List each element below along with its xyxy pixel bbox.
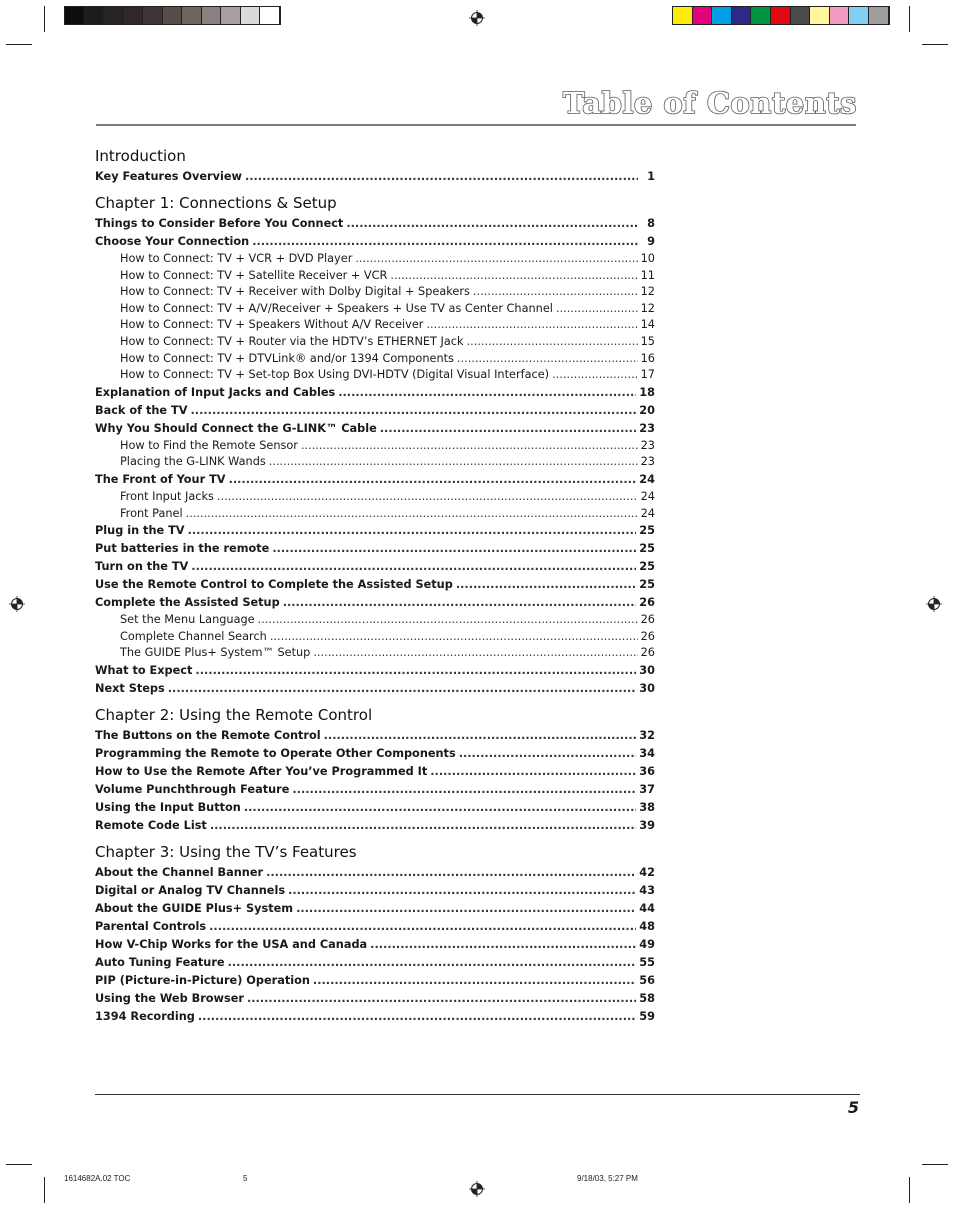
toc-entry-label: Programming the Remote to Operate Other Components: [95, 746, 456, 760]
dot-leader: [457, 351, 638, 368]
process-color-bar: [672, 6, 890, 25]
toc-entry-page: 24: [640, 506, 655, 520]
toc-entry-label: Why You Should Connect the G-LINK™ Cable: [95, 421, 377, 435]
toc-entry-label: Set the Menu Language: [120, 613, 255, 627]
toc-entry[interactable]: [95, 558, 655, 576]
toc-entry-list: [95, 168, 655, 186]
color-swatch: [830, 7, 850, 24]
toc-entry-label: PIP (Picture-in-Picture) Operation: [95, 973, 310, 987]
toc-entry-label: The Buttons on the Remote Control: [95, 728, 321, 742]
dot-leader: [195, 662, 636, 680]
toc-entry-page: 26: [640, 629, 655, 643]
toc-entry-page: 23: [640, 438, 655, 452]
toc-entry[interactable]: [95, 799, 655, 817]
dot-leader: [186, 506, 638, 523]
toc-entry-page: 42: [639, 865, 655, 879]
dot-leader: [370, 936, 636, 954]
toc-entry[interactable]: [95, 900, 655, 918]
table-of-contents: [95, 146, 655, 1026]
toc-entry-page: 26: [639, 596, 655, 610]
toc-entry-label: Use the Remote Control to Complete the Assisted Setup: [95, 578, 453, 592]
toc-entry-page: 38: [639, 800, 655, 814]
toc-entry[interactable]: [95, 233, 655, 251]
toc-subentry[interactable]: [95, 612, 655, 629]
toc-entry-label: The Front of Your TV: [95, 472, 226, 486]
dot-leader: [473, 284, 638, 301]
toc-entry-list: [95, 864, 655, 1026]
toc-entry-label: Plug in the TV: [95, 524, 185, 538]
dot-leader: [346, 215, 638, 233]
dot-leader: [252, 233, 638, 251]
toc-entry[interactable]: [95, 420, 655, 438]
toc-entry-label: Put batteries in the remote: [95, 542, 270, 556]
dot-leader: [283, 594, 637, 612]
toc-entry-page: 16: [640, 351, 655, 365]
toc-entry-page: 36: [639, 764, 655, 778]
dot-leader: [324, 727, 637, 745]
toc-entry-page: 55: [639, 955, 655, 969]
dot-leader: [168, 680, 637, 698]
toc-entry-page: 23: [639, 421, 655, 435]
toc-entry[interactable]: [95, 936, 655, 954]
toc-subentry[interactable]: [95, 334, 655, 351]
color-swatch: [732, 7, 752, 24]
crop-mark: [44, 1177, 45, 1203]
toc-entry[interactable]: [95, 817, 655, 835]
toc-entry-page: 56: [639, 973, 655, 987]
page-title: Table of Contents: [562, 86, 857, 120]
color-swatch: [849, 7, 869, 24]
dot-leader: [191, 558, 636, 576]
toc-entry-page: 34: [639, 746, 655, 760]
toc-entry[interactable]: [95, 990, 655, 1008]
toc-entry-label: Placing the G-LINK Wands: [120, 455, 266, 469]
color-swatch: [791, 7, 811, 24]
toc-entry-page: 14: [640, 318, 655, 332]
section-heading: Introduction: [95, 147, 186, 165]
dot-leader: [459, 745, 637, 763]
crop-mark: [909, 1177, 910, 1203]
toc-entry-label: Choose Your Connection: [95, 235, 250, 248]
dot-leader: [355, 251, 637, 268]
title-rule: [96, 124, 856, 126]
toc-entry-page: 17: [640, 368, 655, 382]
dot-leader: [228, 954, 637, 972]
toc-subentry[interactable]: [95, 317, 655, 334]
toc-entry-page: 58: [639, 991, 655, 1005]
toc-entry-label: How to Connect: TV + Set-top Box Using DVI-HDTV (Digital Visual Interface): [120, 368, 550, 382]
toc-entry-label: Turn on the TV: [95, 560, 189, 574]
dot-leader: [292, 781, 636, 799]
toc-entry-page: 24: [640, 489, 655, 503]
toc-entry-page: 48: [639, 919, 655, 933]
toc-entry-page: 26: [640, 613, 655, 627]
toc-entry[interactable]: [95, 727, 655, 745]
toc-entry-label: How to Connect: TV + VCR + DVD Player: [120, 252, 353, 265]
toc-entry-label: How to Connect: TV + Speakers Without A/V Receiver: [120, 318, 424, 332]
toc-entry[interactable]: [95, 1008, 655, 1026]
toc-entry-page: 44: [639, 901, 655, 915]
dot-leader: [270, 629, 638, 646]
dot-leader: [430, 763, 636, 781]
toc-entry[interactable]: [95, 763, 655, 781]
registration-target-icon: [469, 10, 485, 26]
dot-leader: [301, 438, 638, 455]
toc-entry-label: How to Connect: TV + Satellite Receiver + VCR: [120, 268, 388, 282]
color-swatch: [85, 7, 105, 24]
toc-entry-page: 12: [640, 301, 655, 315]
dot-leader: [556, 301, 638, 318]
dot-leader: [390, 268, 637, 285]
toc-entry-label: How to Find the Remote Sensor: [120, 438, 298, 452]
crop-mark: [44, 6, 45, 32]
toc-entry-label: Parental Controls: [95, 919, 207, 933]
color-swatch: [712, 7, 732, 24]
toc-entry-page: 37: [639, 782, 655, 796]
color-swatch: [202, 7, 222, 24]
toc-entry-page: 23: [640, 455, 655, 469]
dot-leader: [272, 540, 636, 558]
section-heading: Chapter 1: Connections & Setup: [95, 194, 337, 212]
toc-entry-label: How V-Chip Works for the USA and Canada: [95, 937, 368, 951]
dot-leader: [456, 576, 636, 594]
toc-entry-label: Front Panel: [120, 506, 183, 520]
color-swatch: [241, 7, 261, 24]
color-swatch: [104, 7, 124, 24]
color-swatch: [771, 7, 791, 24]
toc-entry-page: 25: [639, 578, 655, 592]
color-swatch: [260, 7, 280, 24]
toc-subentry[interactable]: [95, 438, 655, 455]
toc-entry-list: [95, 727, 655, 835]
toc-entry-label: About the Channel Banner: [95, 865, 264, 879]
toc-entry-page: 25: [639, 524, 655, 538]
toc-subentry[interactable]: [95, 284, 655, 301]
toc-entry-page: 12: [640, 285, 655, 299]
toc-entry[interactable]: [95, 384, 655, 402]
dot-leader: [247, 990, 636, 1008]
toc-entry-page: 11: [640, 268, 655, 282]
toc-entry-label: Next Steps: [95, 681, 165, 695]
dot-leader: [210, 817, 636, 835]
toc-entry[interactable]: [95, 864, 655, 882]
toc-subentry[interactable]: [95, 251, 655, 268]
registration-target-icon: [9, 596, 25, 612]
toc-entry-label: How to Connect: TV + DTVLink® and/or 1394 Components: [120, 351, 454, 365]
toc-subentry[interactable]: [95, 454, 655, 471]
toc-entry-label: What to Expect: [95, 663, 193, 677]
dot-leader: [288, 882, 636, 900]
dot-leader: [245, 168, 638, 186]
dot-leader: [467, 334, 638, 351]
dot-leader: [217, 489, 638, 506]
dot-leader: [269, 454, 638, 471]
toc-entry-label: Things to Consider Before You Connect: [95, 217, 344, 230]
toc-entry-page: 10: [640, 252, 655, 265]
toc-subentry[interactable]: [95, 367, 655, 384]
toc-subentry[interactable]: [95, 301, 655, 318]
color-swatch: [65, 7, 85, 24]
dot-leader: [258, 612, 638, 629]
toc-entry-label: Digital or Analog TV Channels: [95, 883, 286, 897]
toc-entry-page: 25: [639, 542, 655, 556]
toc-entry[interactable]: [95, 745, 655, 763]
crop-mark: [6, 44, 32, 45]
color-swatch: [869, 7, 889, 24]
color-swatch: [810, 7, 830, 24]
toc-entry[interactable]: [95, 402, 655, 420]
toc-entry-label: Front Input Jacks: [120, 489, 214, 503]
registration-target-icon: [926, 596, 942, 612]
toc-entry-label: 1394 Recording: [95, 1009, 195, 1023]
toc-entry-page: 39: [639, 818, 655, 832]
toc-entry-label: Auto Tuning Feature: [95, 955, 225, 969]
dot-leader: [338, 384, 636, 402]
toc-subentry[interactable]: [95, 489, 655, 506]
toc-entry[interactable]: [95, 680, 655, 698]
dot-leader: [190, 402, 636, 420]
toc-subentry[interactable]: [95, 629, 655, 646]
toc-entry-label: Complete the Assisted Setup: [95, 596, 280, 610]
toc-entry[interactable]: [95, 540, 655, 558]
color-swatch: [182, 7, 202, 24]
dot-leader: [296, 900, 636, 918]
section-heading: Chapter 2: Using the Remote Control: [95, 705, 373, 724]
toc-entry-label: Back of the TV: [95, 403, 188, 417]
crop-mark: [922, 1164, 948, 1165]
slug-file-name: 1614682A.02 TOC: [64, 1174, 131, 1183]
toc-entry-page: 1: [647, 170, 655, 183]
toc-entry-page: 49: [639, 937, 655, 951]
dot-leader: [266, 864, 636, 882]
toc-entry-page: 25: [639, 560, 655, 574]
registration-target-icon: [469, 1181, 485, 1197]
dot-leader: [209, 918, 636, 936]
toc-subentry[interactable]: [95, 645, 655, 662]
toc-entry[interactable]: [95, 522, 655, 540]
toc-entry-page: 43: [639, 883, 655, 897]
color-swatch: [221, 7, 241, 24]
slug-date-time: 9/18/03, 5:27 PM: [577, 1174, 638, 1183]
color-swatch: [143, 7, 163, 24]
toc-entry[interactable]: [95, 781, 655, 799]
toc-entry-page: 18: [639, 385, 655, 399]
toc-entry-page: 59: [639, 1009, 655, 1023]
page-number: 5: [847, 1098, 859, 1117]
toc-entry-label: Remote Code List: [95, 818, 207, 832]
dot-leader: [244, 799, 636, 817]
toc-entry-page: 9: [647, 235, 655, 248]
dot-leader: [188, 522, 637, 540]
color-swatch: [693, 7, 713, 24]
toc-entry-page: 8: [647, 217, 655, 230]
toc-entry-label: Explanation of Input Jacks and Cables: [95, 385, 336, 399]
toc-entry-label: Volume Punchthrough Feature: [95, 782, 290, 796]
toc-entry-page: 30: [639, 681, 655, 695]
section-heading: Chapter 3: Using the TV’s Features: [95, 842, 357, 861]
toc-entry-label: How to Connect: TV + Receiver with Dolby Digital + Speakers: [120, 285, 470, 299]
dot-leader: [426, 317, 637, 334]
toc-entry-label: Using the Web Browser: [95, 991, 244, 1005]
toc-entry[interactable]: [95, 662, 655, 680]
toc-entry-page: 32: [639, 728, 655, 742]
toc-entry[interactable]: [95, 954, 655, 972]
crop-mark: [6, 1164, 32, 1165]
toc-entry[interactable]: [95, 168, 655, 186]
toc-entry[interactable]: [95, 576, 655, 594]
toc-entry-page: 30: [639, 663, 655, 677]
dot-leader: [313, 645, 637, 662]
toc-entry-label: How to Use the Remote After You’ve Programmed It: [95, 764, 428, 778]
toc-entry-page: 24: [639, 472, 655, 486]
dot-leader: [380, 420, 637, 438]
color-swatch: [751, 7, 771, 24]
toc-entry-label: About the GUIDE Plus+ System: [95, 901, 294, 915]
toc-entry[interactable]: [95, 882, 655, 900]
toc-entry-label: Complete Channel Search: [120, 629, 267, 643]
footer-rule: [95, 1094, 860, 1095]
toc-entry-label: How to Connect: TV + Router via the HDTV’s ETHERNET Jack: [120, 334, 464, 348]
slug-page-number: 5: [243, 1174, 248, 1183]
crop-mark: [909, 6, 910, 32]
toc-entry[interactable]: [95, 215, 655, 233]
toc-subentry[interactable]: [95, 506, 655, 523]
color-swatch: [673, 7, 693, 24]
toc-entry-page: 26: [640, 646, 655, 660]
toc-subentry[interactable]: [95, 351, 655, 368]
color-swatch: [124, 7, 144, 24]
toc-entry[interactable]: [95, 918, 655, 936]
toc-entry[interactable]: [95, 972, 655, 990]
toc-entry-list: [95, 215, 655, 698]
dot-leader: [198, 1008, 636, 1026]
grayscale-color-bar: [64, 6, 281, 25]
crop-mark: [922, 44, 948, 45]
toc-entry-label: The GUIDE Plus+ System™ Setup: [120, 646, 311, 660]
toc-entry-label: How to Connect: TV + A/V/Receiver + Speakers + Use TV as Center Channel: [120, 301, 553, 315]
toc-entry-label: Key Features Overview: [95, 170, 242, 183]
dot-leader: [229, 471, 637, 489]
color-swatch: [163, 7, 183, 24]
toc-entry[interactable]: [95, 471, 655, 489]
dot-leader: [313, 972, 636, 990]
toc-entry[interactable]: [95, 594, 655, 612]
toc-entry-page: 20: [639, 403, 655, 417]
toc-subentry[interactable]: [95, 268, 655, 285]
dot-leader: [552, 367, 638, 384]
toc-entry-page: 15: [640, 334, 655, 348]
toc-entry-label: Using the Input Button: [95, 800, 241, 814]
